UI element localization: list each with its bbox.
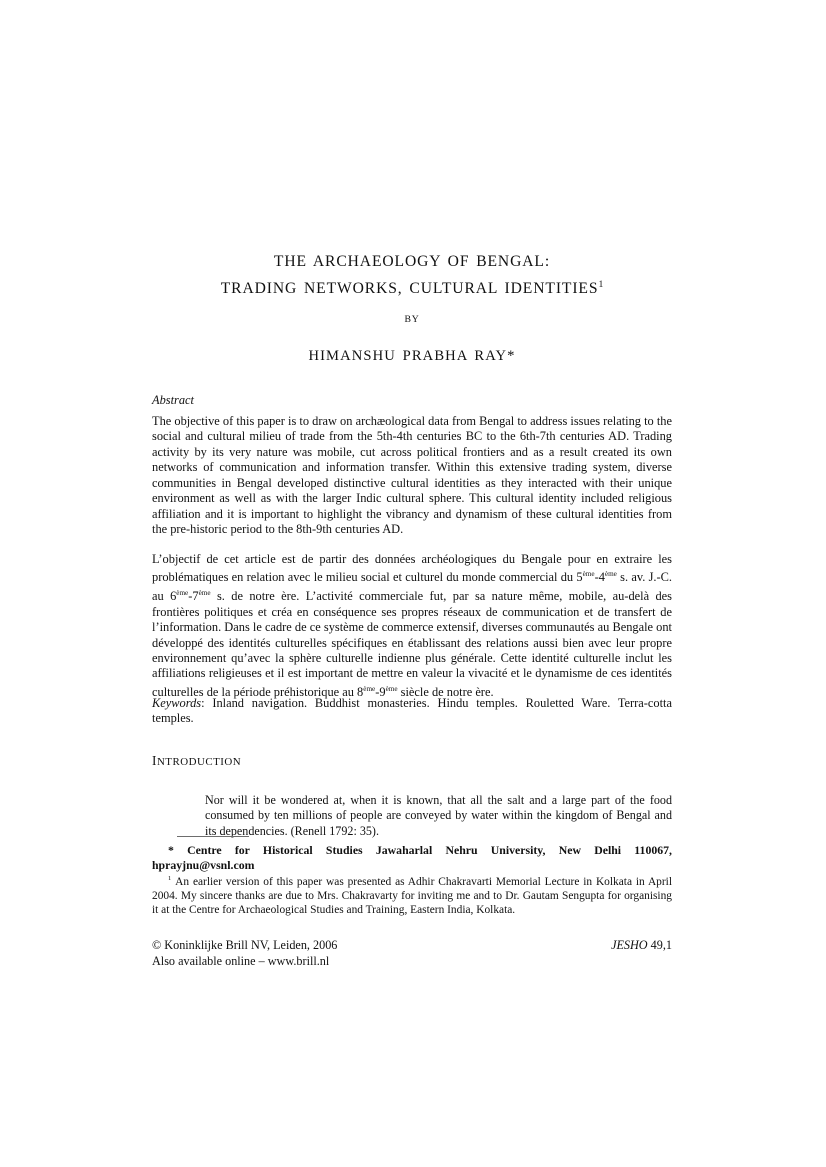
keywords-line (152, 696, 672, 727)
abstract-french-sup-1: ème (582, 570, 595, 579)
footnote-affiliation (152, 843, 672, 872)
footnote-1 (152, 872, 672, 917)
abstract-heading: Abstract (152, 393, 194, 407)
abstract-french-sup-4: ème (198, 589, 211, 598)
block-quote: Nor will it be wondered at, when it is known, that all the salt and a large part of the food consumed by ten millions of people are conveyed by water within the kingdom of Bengal and its dependencies. (Renell 1792: 35). (205, 793, 672, 838)
footnote-affiliation-marker: * (168, 843, 174, 857)
abstract-french-sup-2: ème (604, 570, 617, 579)
abstract-french-seg-4: -7 (188, 589, 199, 604)
byline-label: BY (404, 314, 420, 325)
abstract-french-sup-6: ème (385, 684, 398, 693)
abstract-french-digit: 5 (576, 570, 583, 585)
keywords-label: Keywords (152, 696, 202, 710)
online-availability-line: Also available online – www.brill.nl (152, 954, 330, 968)
title-block (152, 250, 672, 300)
footnote-area (152, 843, 672, 918)
abstract-french-seg-3: s. av. J.-C. au 6 (152, 570, 672, 604)
keywords-separator: : (201, 696, 213, 710)
journal-name: JESHO (611, 938, 648, 952)
footnote-separator-rule (177, 836, 249, 837)
abstract-french (152, 552, 672, 700)
abstract-french-seg-6: -9 (375, 685, 386, 699)
abstract-french-lead: L’objectif de cet article est de partir des données archéologiques du Bengale pour en extraire les problématiques en relation avec le milieu social et culturel du monde commercial du (152, 552, 672, 585)
section-heading-introduction (152, 753, 672, 769)
copyright-line: © Koninklijke Brill NV, Leiden, 2006 (152, 938, 338, 952)
page-title-line-1: THE ARCHAEOLOGY OF BENGAL: (273, 253, 551, 270)
footer-row-top (152, 937, 672, 953)
page-title-line-2-text: TRADING NETWORKS, CULTURAL IDENTITIES (220, 280, 599, 298)
journal-issue (611, 937, 672, 953)
issue-number: 49,1 (650, 938, 672, 952)
abstract-english: The objective of this paper is to draw on archæological data from Bengal to address issues relating to the social and cultural milieu of trade from the 5th-4th centuries BC to the 6th-7th centuries AD. Trading activity by its very nature was mobile, cut across political frontiers and as a result created its own networks of communication and information transfer. Within this extensive trading system, diverse communities in Bengal developed distinctive cultural identities as they interacted with their unique environment as well as with the larger Indic cultural sphere. This cultural identity included religious affiliation and it is important to highlight the vibrancy and dynamism of these cultural identities from the pre-historic period to the 8th-9th centuries AD. (152, 414, 672, 537)
keywords-text: Inland navigation. Buddhist monasteries. Hindu temples. Rouletted Ware. Terra-cotta temples. (152, 696, 672, 726)
section-heading-initial: I (152, 753, 157, 768)
page-footer (152, 937, 672, 969)
section-heading-rest: NTRODUCTION (156, 756, 242, 768)
footnote-affiliation-text: Centre for Historical Studies Jawaharlal Nehru University, New Delhi 110067, hprayjnu@vsnl.com (152, 843, 672, 872)
footnote-1-marker: 1 (168, 875, 172, 883)
title-footnote-marker: 1 (598, 279, 604, 290)
abstract-french-sup-5: ème (363, 684, 376, 693)
abstract-french-seg-5: s. de notre ère. L’activité commerciale fut, par sa nature même, mobile, au-delà des frontières politiques et créa en conséquence ses propres réseaux de communication et de transfert de l’information. Dans le cadre de ce système de commerce extensif, diverses communautés au Bengale ont développé des identités culturelles spécifiques en établissant des relations aussi bien avec leur propre environnement qu’avec la sphère culturelle indienne plus générale. Cette identité culturelle inclut les affiliations religieuses et il est important de mettre en valeur la vivacité et le dynamisme de ces identités culturelles de la période préhistorique au 8 (152, 589, 672, 699)
page-title-line-2 (152, 273, 672, 300)
abstract-french-seg-7: siècle de notre ère. (397, 685, 494, 699)
abstract-french-sup-3: ème (176, 589, 189, 598)
author-name: HIMANSHU PRABHA RAY* (308, 348, 516, 364)
footnote-1-text: An earlier version of this paper was presented as Adhir Chakravarti Memorial Lecture in Kolkata in April 2004. My sincere thanks are due to Mrs. Chakravarty for inviting me and to Dr. Gautam Sengupta for organising it at the Centre for Archaeological Studies and Training, Eastern India, Kolkata. (152, 875, 672, 917)
abstract-french-seg-2: -4 (594, 570, 605, 585)
